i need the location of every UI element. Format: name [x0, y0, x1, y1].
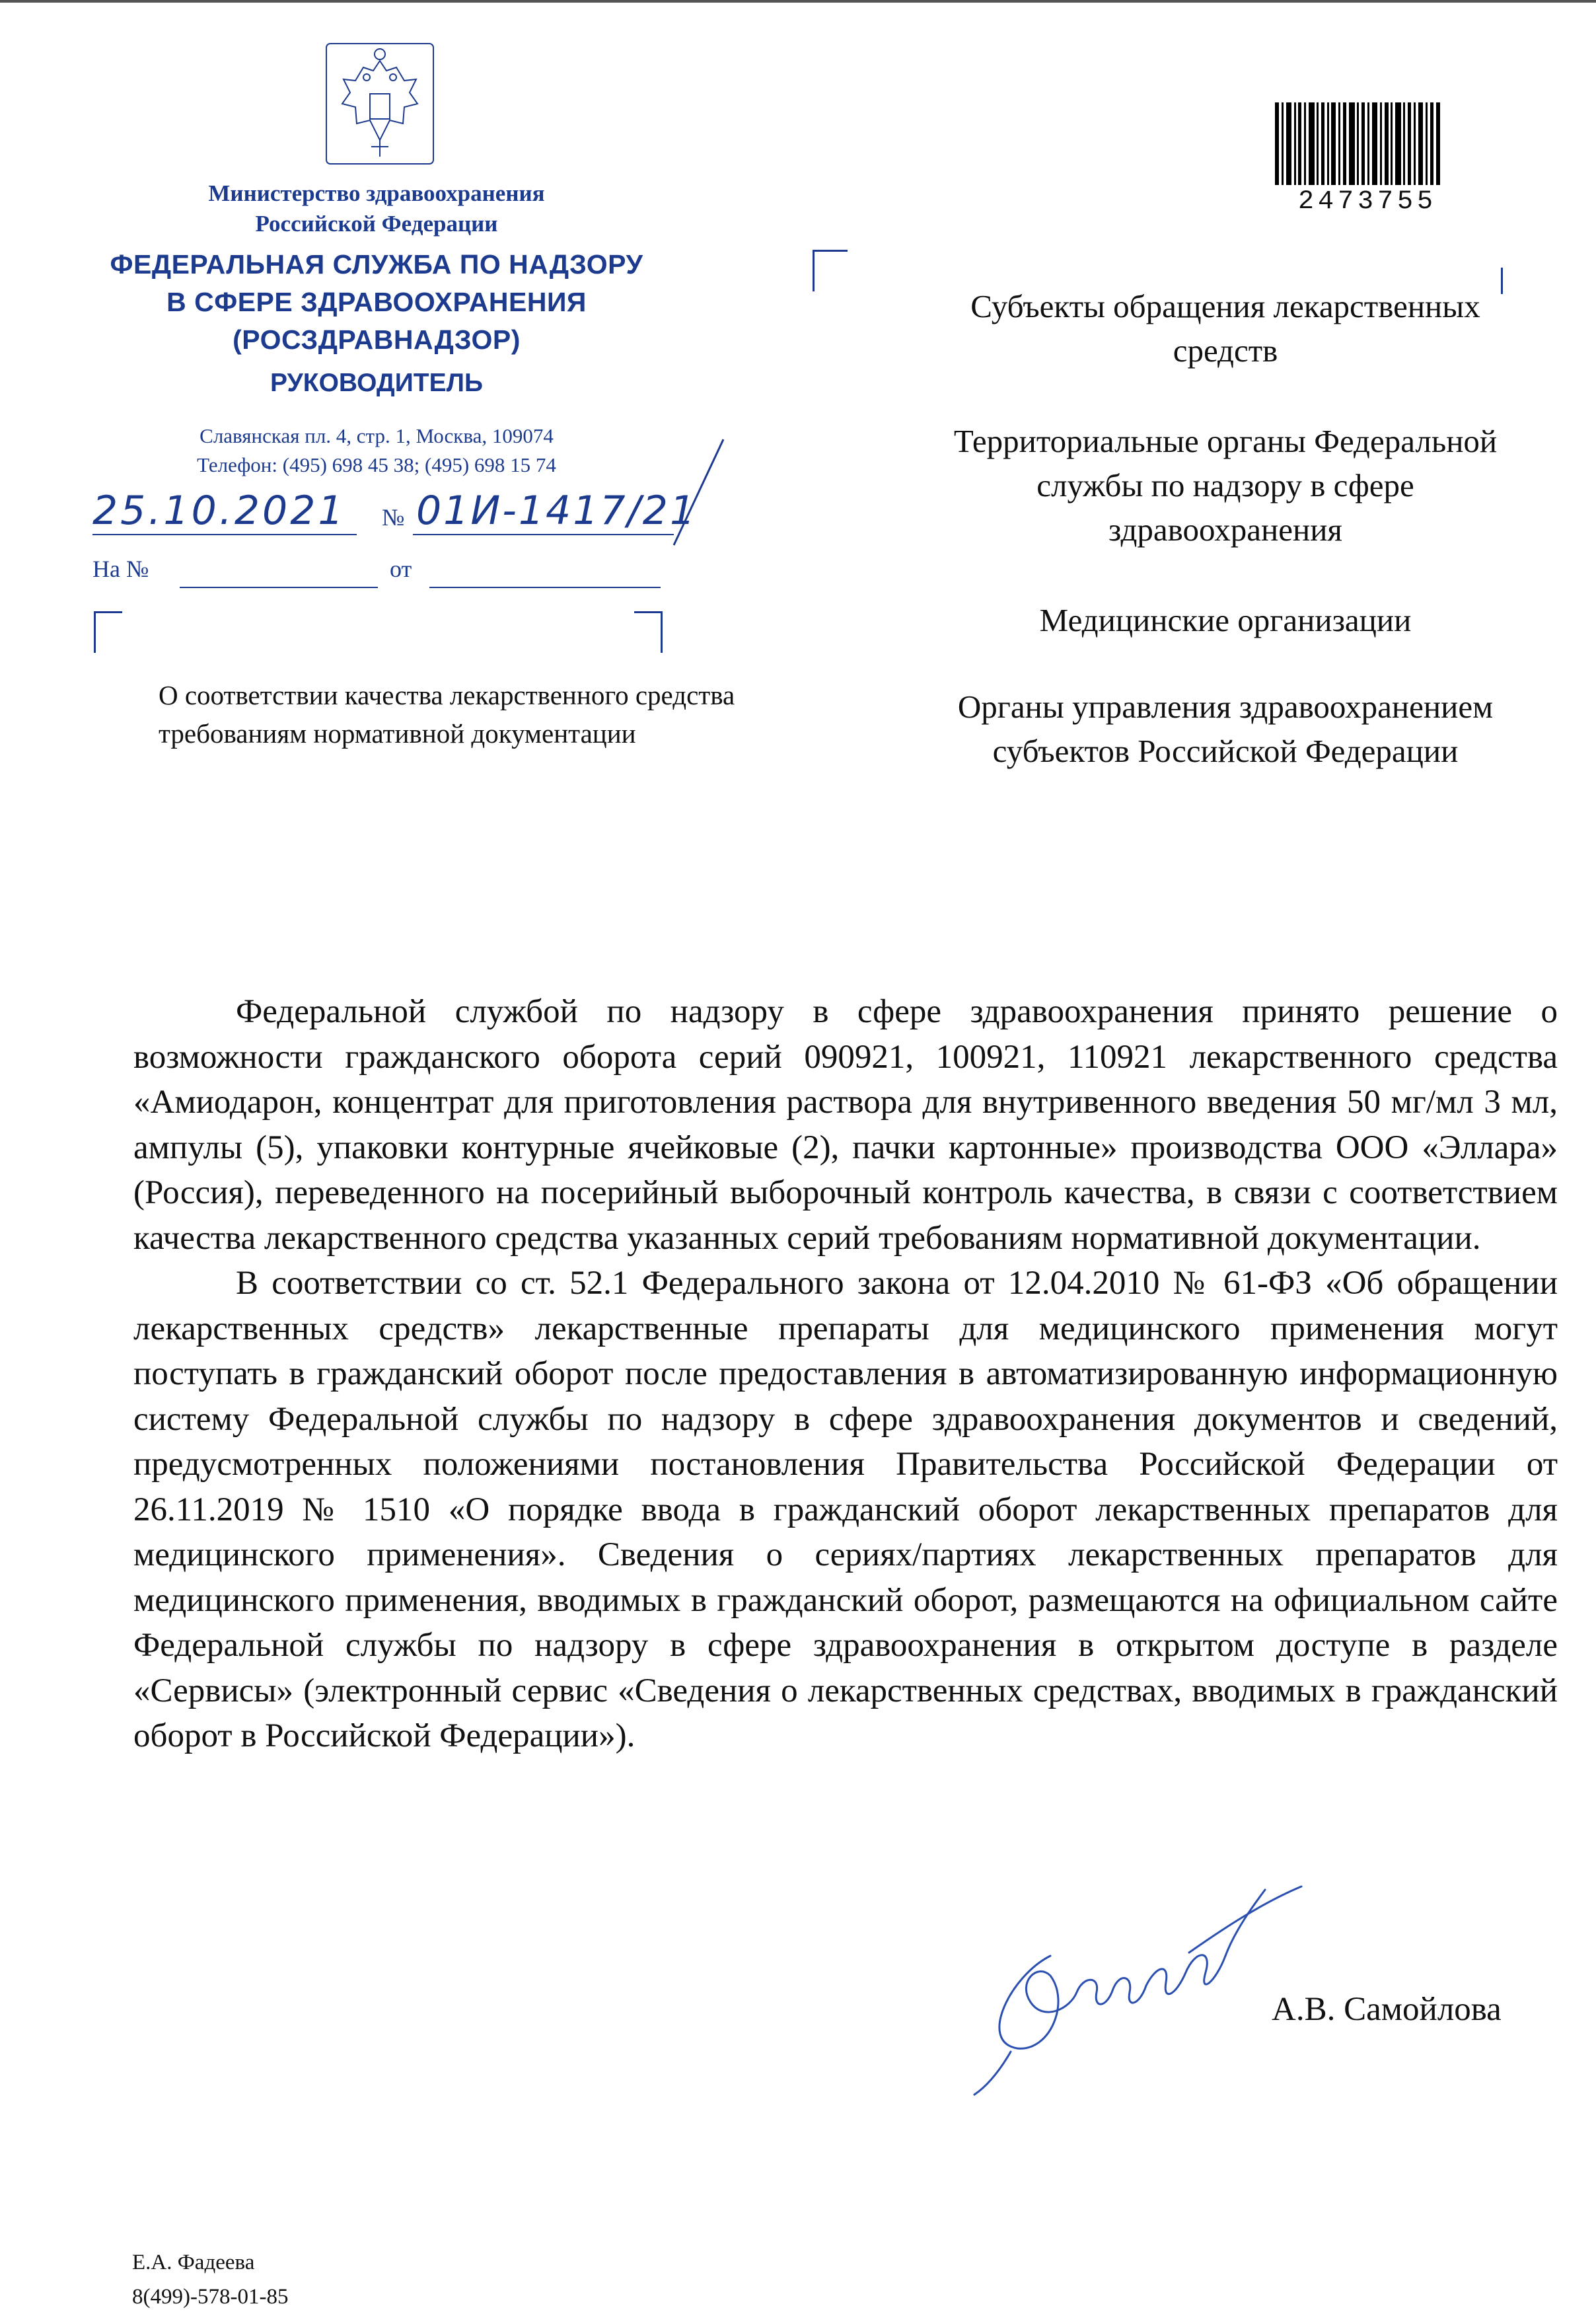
recipient-item: Субъекты обращения лекарственных средств [970, 288, 1480, 369]
recipient-corner-left [813, 250, 848, 291]
signer-name: А.В. Самойлова [1272, 1991, 1502, 2028]
service-name: ФЕДЕРАЛЬНАЯ СЛУЖБА ПО НАДЗОРУ В СФЕРЕ ЗДРАВООХРАНЕНИЯ (РОСЗДРАВНАДЗОР) [110, 249, 643, 355]
scan-top-edge [0, 0, 1596, 3]
number-slash-mark [661, 436, 733, 548]
body-paragraph: Федеральной службой по надзору в сфере здравоохранения принято решение о возможности гражданского оборота серий 090921, 100921, 110921 лекарственного средства «Амиодарон, концентрат для приготовления раствора для внутривенного введения 50 мг/мл 3 мл, ампулы (5), упаковки контурные ячейковые (2), пачки картонные» производства ООО «Эллара» (Россия), переведенного на посерийный выборочный контроль качества, в связи с соответствием качества лекарственного средства указанных серий требованиям нормативной документации. [133, 993, 1558, 1257]
registration-date: 25.10.2021 [92, 488, 346, 534]
subject-corner-right [634, 611, 663, 653]
number-underline [413, 534, 674, 535]
subject-corner-left [94, 611, 122, 653]
reply-date-line [429, 587, 661, 588]
executor-name: Е.А. Фадеева [132, 2251, 255, 2274]
reply-from-label: от [390, 556, 412, 582]
signature-image [971, 1850, 1315, 2101]
service-address: Славянская пл. 4, стр. 1, Москва, 109074 Телефон: (495) 698 45 38; (495) 698 15 74 [197, 424, 556, 476]
recipient-item: Органы управления здравоохранением субъектов Российской Федерации [957, 689, 1494, 769]
date-underline [92, 534, 357, 535]
reply-to-label: На № [92, 556, 149, 582]
letter-subject: О соответствии качества лекарственного средства требованиям нормативной документации [159, 680, 735, 749]
executor-info [132, 2245, 288, 2314]
head-title: РУКОВОДИТЕЛЬ [270, 369, 483, 397]
reply-number-line [180, 587, 378, 588]
recipients-block [918, 284, 1533, 819]
emblem-icon [324, 41, 436, 167]
number-sign: № [382, 504, 405, 531]
letter-body [133, 989, 1558, 1759]
recipient-item: Территориальные органы Федеральной службы по надзору в сфере здравоохранения [953, 423, 1498, 548]
registration-number: 01И-1417/21 [416, 488, 698, 534]
barcode [1275, 102, 1440, 185]
recipient-item: Медицинские организации [1039, 602, 1412, 638]
barcode-number: 2473755 [1298, 187, 1437, 217]
ministry-name: Министерство здравоохранения Российской Федерации [208, 180, 545, 237]
executor-phone: 8(499)-578-01-85 [132, 2285, 289, 2309]
body-paragraph: В соответствии со ст. 52.1 Федерального закона от 12.04.2010 № 61-ФЗ «Об обращении лекарственных средств» лекарственные препараты для медицинского применения могут поступать в гражданский оборот после предоставления в автоматизированную информационную систему Федеральной службы по надзору в сфере здравоохранения документов и сведений, предусмотренных положениями постановления Правительства Российской Федерации от 26.11.2019 № 1510 «О порядке ввода в гражданский оборот лекарственных препаратов для медицинского применения». Сведения о сериях/партиях лекарственных препаратов для медицинского применения, вводимых в гражданский оборот, размещаются на официальном сайте Федеральной службы по надзору в сфере здравоохранения в открытом доступе в разделе «Сервисы» (электронный сервис «Сведения о лекарственных средствах, вводимых в гражданский оборот в Российской Федерации»). [133, 1265, 1558, 1754]
